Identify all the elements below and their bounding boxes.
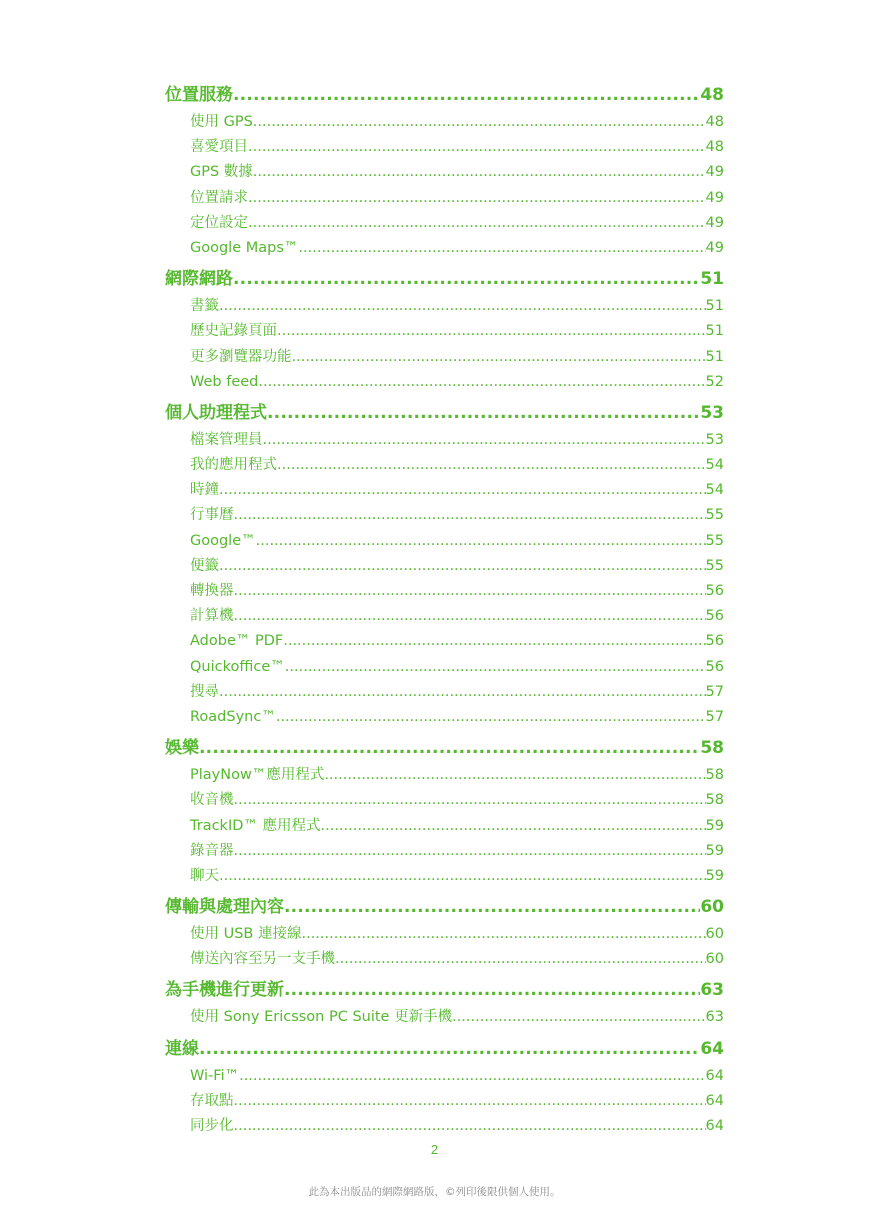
toc-entry-title: 書籤	[190, 298, 219, 315]
toc-entry[interactable]	[165, 814, 724, 839]
toc-entry-page: 52	[705, 373, 724, 390]
toc-entry[interactable]	[165, 236, 724, 261]
toc-entry-page: 48	[705, 114, 724, 130]
dot-leader	[267, 398, 700, 428]
toc-entry-page: 48	[705, 139, 724, 156]
toc-entry[interactable]	[165, 680, 724, 705]
toc-section-title: 個人助理程式	[165, 402, 267, 423]
toc-entry-title: 使用 USB 連接線	[190, 926, 302, 943]
toc-entry[interactable]	[165, 763, 724, 788]
toc-section-heading[interactable]	[165, 80, 724, 110]
toc-entry-page: 58	[705, 767, 724, 784]
toc-entry[interactable]	[165, 655, 724, 680]
toc-entry[interactable]	[165, 294, 724, 319]
toc-entry-page: 60	[705, 951, 724, 968]
dot-leader	[234, 1114, 706, 1139]
toc-entry-title: 我的應用程式	[190, 457, 277, 474]
dot-leader	[258, 370, 705, 395]
dot-leader	[285, 655, 706, 680]
toc-entry-title: Adobe™ PDF	[190, 633, 284, 650]
toc-entry-title: Google Maps™	[190, 239, 299, 256]
toc-entry[interactable]	[165, 1005, 724, 1030]
toc-section-heading[interactable]	[165, 1034, 724, 1064]
toc-entry[interactable]	[165, 1064, 724, 1089]
toc-section-heading[interactable]	[165, 398, 724, 428]
toc-section-title: 為手機進行更新	[165, 980, 284, 1001]
toc-entry[interactable]	[165, 554, 724, 579]
toc-entry[interactable]	[165, 788, 724, 813]
toc-section	[165, 733, 724, 892]
toc-entry-page: 54	[705, 482, 724, 499]
toc-entry-title: PlayNow™應用程式	[190, 767, 325, 784]
toc-section	[165, 1034, 724, 1143]
toc-entry-title: Wi-Fi™	[190, 1067, 240, 1084]
toc-section	[165, 398, 724, 733]
toc-entry[interactable]	[165, 947, 724, 972]
toc-entry-title: 錄音器	[190, 842, 234, 859]
dot-leader	[233, 264, 700, 294]
toc-entry[interactable]	[165, 135, 724, 160]
toc-entry-title: 同步化	[190, 1118, 234, 1134]
toc-entry-page: 55	[705, 507, 724, 524]
toc-section-heading[interactable]	[165, 264, 724, 294]
toc-entry[interactable]	[165, 864, 724, 889]
toc-entry[interactable]	[165, 478, 724, 503]
toc-entry-page: 59	[705, 817, 724, 834]
dot-leader	[234, 604, 706, 629]
toc-section-page: 60	[700, 897, 724, 918]
dot-leader	[199, 733, 700, 763]
toc-section-title: 娛樂	[165, 738, 199, 759]
toc-entry[interactable]	[165, 922, 724, 947]
footer-notice: 此為本出版品的網際網路版，©列印後限供個人使用。	[308, 1186, 561, 1198]
toc-entry-title: TrackID™ 應用程式	[190, 817, 321, 834]
dot-leader	[234, 788, 706, 813]
toc-entry-page: 59	[705, 867, 724, 884]
toc-section-heading[interactable]	[165, 975, 724, 1005]
toc-entry-page: 59	[705, 842, 724, 859]
toc-entry[interactable]	[165, 160, 724, 185]
dot-leader	[248, 211, 706, 236]
toc-entry[interactable]	[165, 629, 724, 654]
dot-leader	[276, 705, 706, 730]
dot-leader	[263, 428, 706, 453]
dot-leader	[248, 135, 706, 160]
dot-leader	[253, 110, 706, 135]
toc-entry[interactable]	[165, 453, 724, 478]
toc-entry-page: 57	[705, 708, 724, 725]
toc-entry-page: 49	[705, 239, 724, 256]
dot-leader	[199, 1034, 700, 1064]
toc-entry-title: 存取點	[190, 1092, 234, 1109]
toc-entry-title: 聊天	[190, 867, 219, 884]
toc-entry-title: 傳送內容至另一支手機	[190, 951, 335, 968]
dot-leader	[248, 186, 706, 211]
dot-leader	[234, 579, 706, 604]
toc-section	[165, 892, 724, 975]
toc-entry-title: 歷史記錄頁面	[190, 323, 277, 340]
toc-entry[interactable]	[165, 1089, 724, 1114]
dot-leader	[277, 319, 706, 344]
toc-section-heading[interactable]	[165, 892, 724, 922]
toc-entry-title: 時鐘	[190, 482, 219, 499]
table-of-contents	[165, 80, 724, 1142]
dot-leader	[219, 554, 706, 579]
dot-leader	[253, 160, 706, 185]
toc-entry-page: 55	[705, 557, 724, 574]
dot-leader	[277, 453, 706, 478]
toc-section-page: 64	[700, 1038, 724, 1059]
dot-leader	[284, 975, 700, 1005]
dot-leader	[321, 814, 706, 839]
toc-entry[interactable]	[165, 345, 724, 370]
dot-leader	[233, 80, 700, 110]
toc-entry[interactable]	[165, 110, 724, 135]
toc-entry[interactable]	[165, 529, 724, 554]
toc-entry-page: 64	[705, 1067, 724, 1084]
toc-entry-title: 計算機	[190, 608, 234, 625]
toc-entry-page: 49	[705, 189, 724, 206]
toc-section	[165, 80, 724, 264]
toc-entry-page: 63	[705, 1009, 724, 1026]
toc-entry-title: Web feed	[190, 373, 259, 390]
toc-entry-page: 56	[705, 633, 724, 650]
toc-entry[interactable]	[165, 211, 724, 236]
toc-entry[interactable]	[165, 186, 724, 211]
toc-entry-page: 51	[705, 323, 724, 340]
toc-entry[interactable]	[165, 503, 724, 528]
toc-entry-title: 收音機	[190, 792, 234, 809]
dot-leader	[239, 1064, 705, 1089]
toc-entry-page: 60	[705, 926, 724, 943]
toc-entry-page: 55	[705, 532, 724, 549]
toc-entry-title: 喜愛項目	[190, 139, 248, 156]
toc-entry-page: 54	[705, 457, 724, 474]
toc-entry-page: 57	[705, 683, 724, 700]
toc-entry-title: GPS 數據	[190, 164, 253, 181]
toc-section-title: 網際網路	[165, 269, 233, 290]
toc-section-title: 位置服務	[165, 85, 233, 105]
toc-section-page: 58	[700, 738, 724, 759]
toc-entry-title: 檔案管理員	[190, 431, 263, 448]
dot-leader	[219, 864, 706, 889]
toc-entry-title: Google™	[190, 532, 256, 549]
toc-entry-title: 位置請求	[190, 189, 248, 206]
toc-section	[165, 264, 724, 398]
dot-leader	[234, 839, 706, 864]
toc-entry-page: 49	[705, 214, 724, 231]
toc-section-page: 63	[700, 980, 724, 1001]
toc-entry-page: 51	[705, 348, 724, 365]
toc-entry-title: Quickoffice™	[190, 658, 285, 675]
toc-section	[165, 975, 724, 1033]
dot-leader	[298, 236, 705, 261]
toc-entry[interactable]	[165, 370, 724, 395]
toc-section-page: 51	[700, 269, 724, 290]
toc-entry[interactable]	[165, 705, 724, 730]
toc-entry-title: 使用 GPS	[190, 114, 253, 130]
toc-entry-title: 使用 Sony Ericsson PC Suite 更新手機	[190, 1009, 453, 1026]
dot-leader	[256, 529, 706, 554]
toc-entry[interactable]	[165, 1114, 724, 1139]
toc-entry-title: 搜尋	[190, 683, 219, 700]
dot-leader	[301, 922, 705, 947]
toc-entry-page: 64	[705, 1092, 724, 1109]
toc-entry-title: RoadSync™	[190, 708, 276, 725]
toc-entry-title: 轉換器	[190, 583, 234, 599]
toc-entry-page: 58	[705, 792, 724, 809]
toc-entry[interactable]	[165, 428, 724, 453]
toc-entry-page: 56	[705, 658, 724, 675]
toc-section-heading[interactable]	[165, 733, 724, 763]
toc-entry-title: 便籤	[190, 557, 219, 574]
toc-entry-title: 定位設定	[190, 214, 248, 231]
toc-entry-page: 56	[705, 608, 724, 625]
dot-leader	[219, 294, 706, 319]
toc-section-title: 連線	[165, 1038, 199, 1059]
toc-entry-page: 51	[705, 298, 724, 315]
toc-entry[interactable]	[165, 839, 724, 864]
dot-leader	[292, 345, 706, 370]
toc-entry[interactable]	[165, 319, 724, 344]
dot-leader	[324, 763, 705, 788]
toc-entry-title: 行事曆	[190, 507, 234, 524]
toc-entry[interactable]	[165, 579, 724, 604]
toc-entry-page: 56	[705, 583, 724, 599]
dot-leader	[335, 947, 706, 972]
toc-entry-page: 49	[705, 164, 724, 181]
dot-leader	[452, 1005, 705, 1030]
dot-leader	[234, 1089, 706, 1114]
dot-leader	[283, 629, 705, 654]
toc-section-page: 53	[700, 402, 724, 423]
toc-entry-title: 更多瀏覽器功能	[190, 348, 292, 365]
toc-section-title: 傳輸與處理內容	[165, 897, 284, 918]
toc-entry-page: 64	[705, 1118, 724, 1134]
toc-entry[interactable]	[165, 604, 724, 629]
dot-leader	[219, 478, 706, 503]
toc-entry-page: 53	[705, 431, 724, 448]
dot-leader	[234, 503, 706, 528]
page-number: 2	[430, 1142, 439, 1157]
toc-section-page: 48	[700, 85, 724, 105]
dot-leader	[284, 892, 700, 922]
dot-leader	[219, 680, 706, 705]
